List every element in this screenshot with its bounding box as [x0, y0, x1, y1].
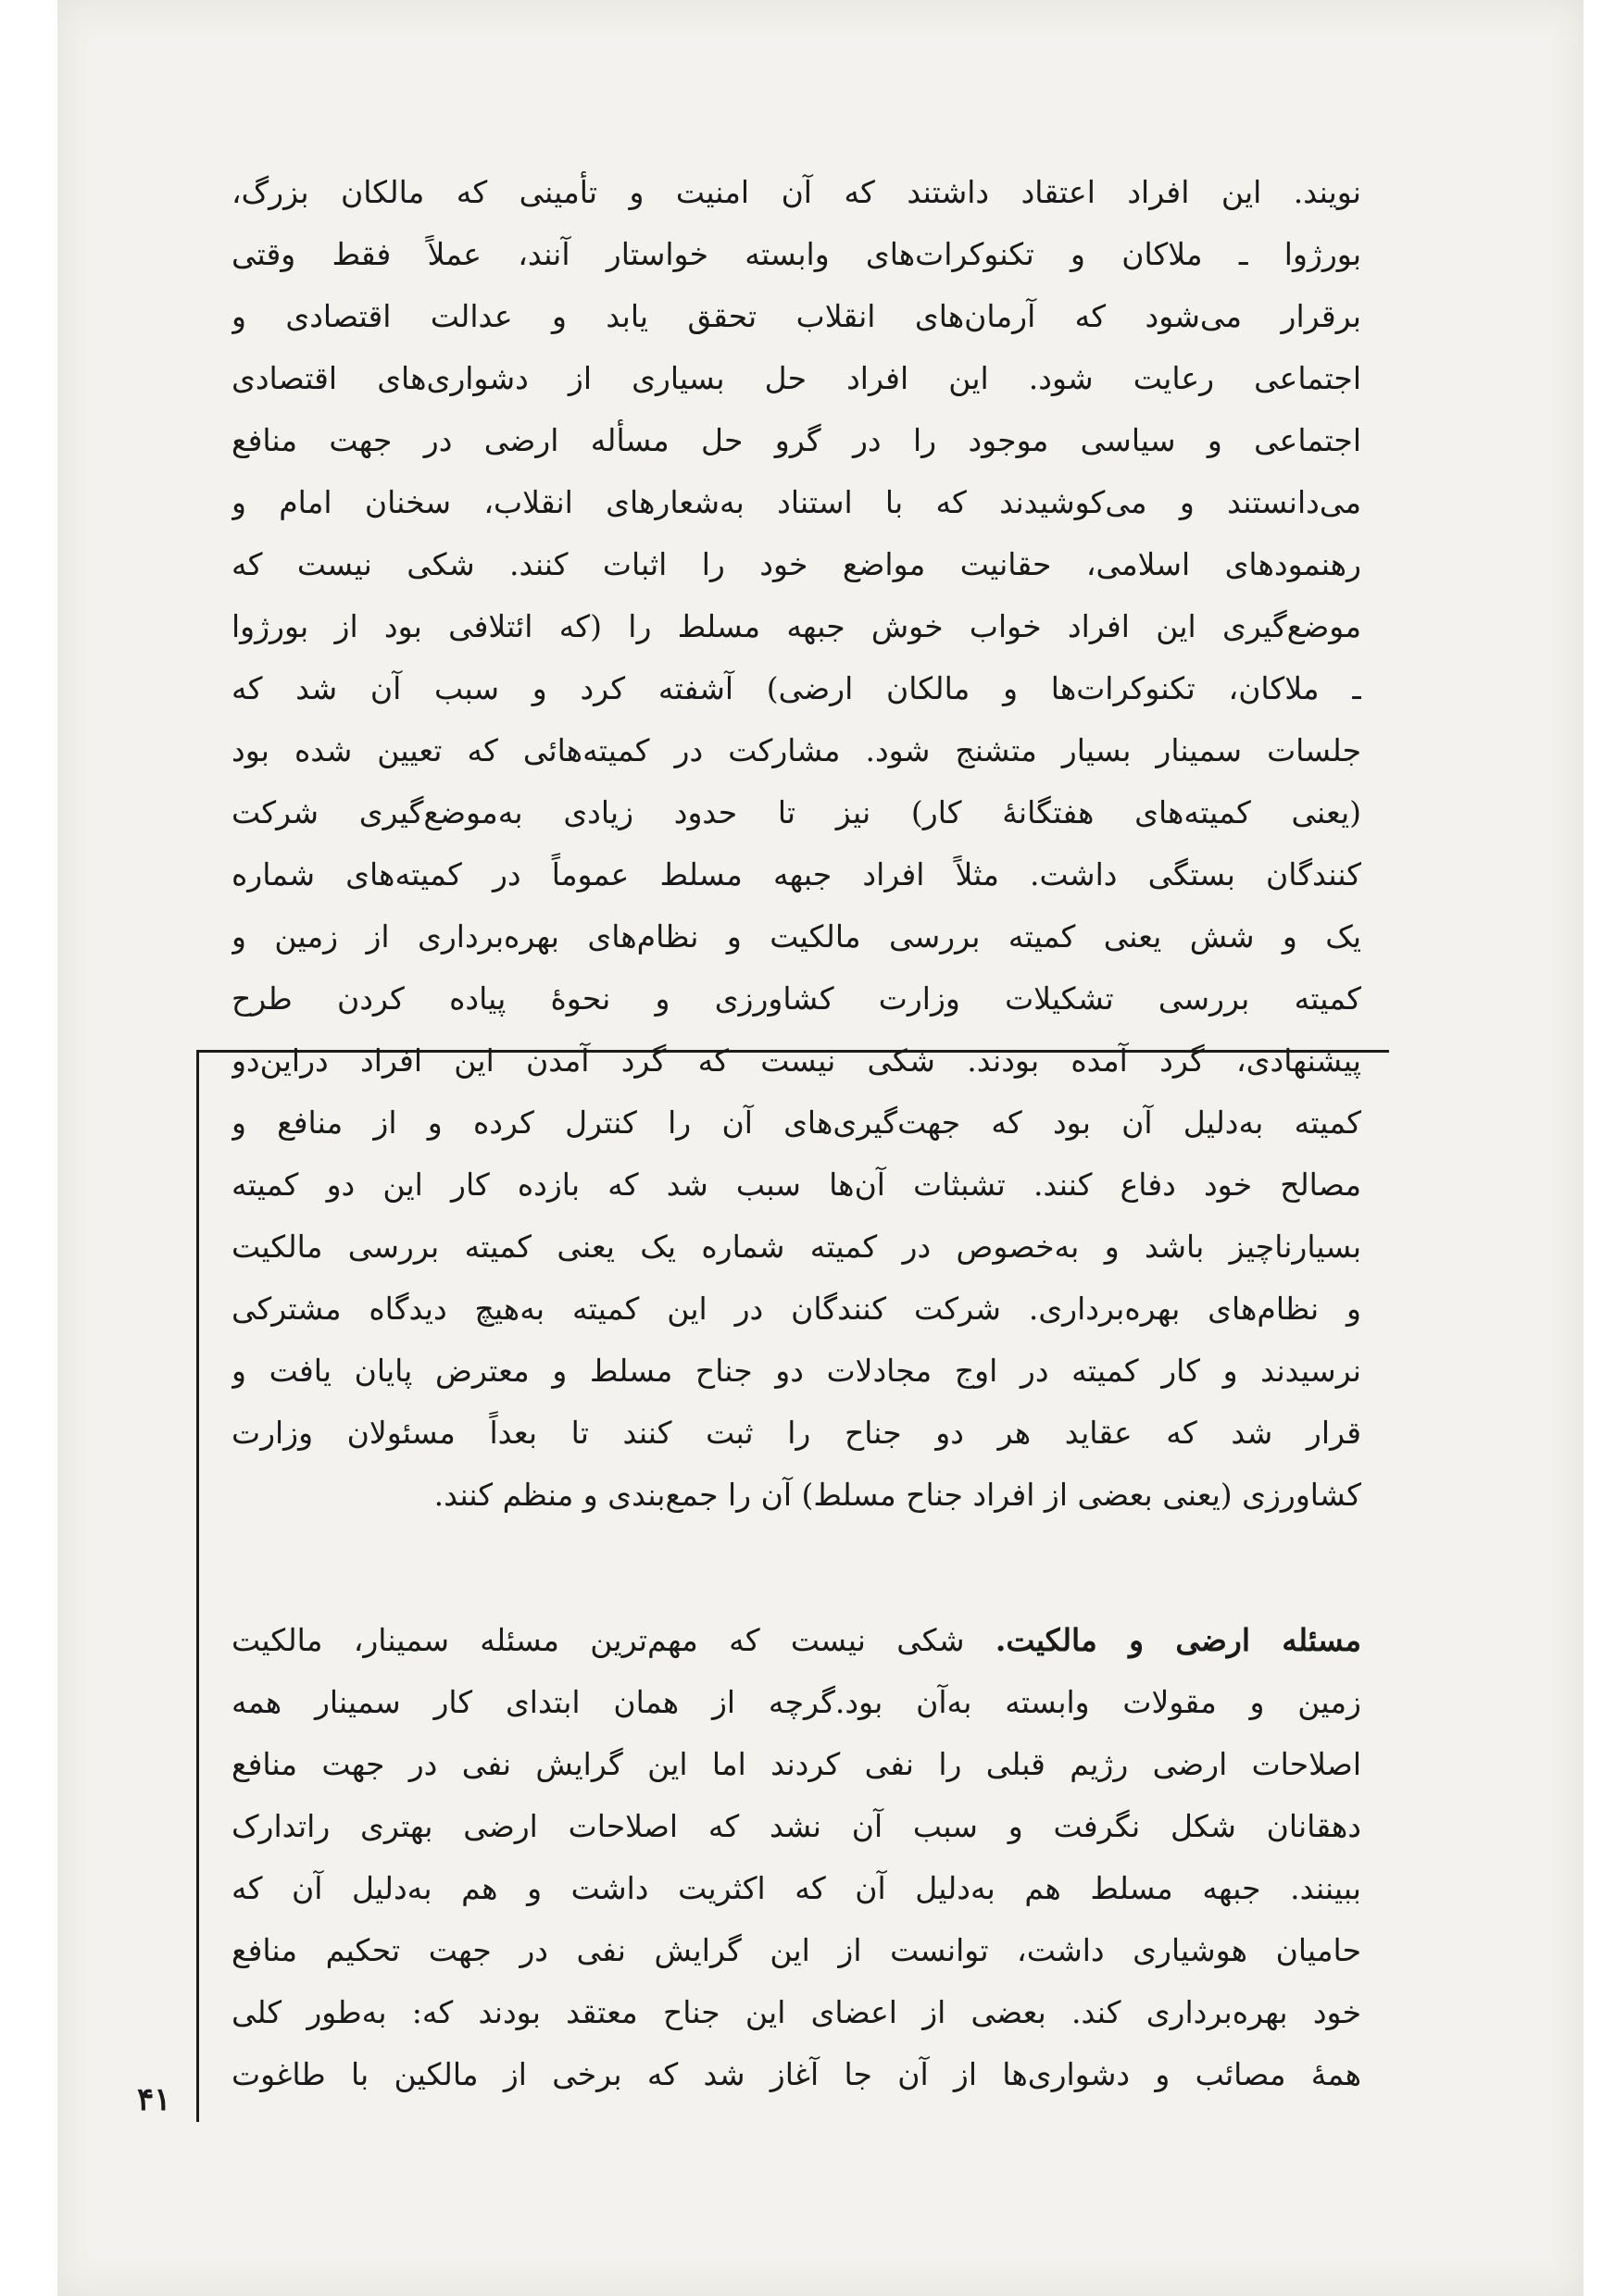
text-line: کشاورزی (یعنی بعضی از افراد جناح مسلط) آن را جمع‌بندی و منظم کنند. — [433, 1477, 1361, 1513]
text-line: بسیارناچیز باشد و به‌خصوص در کمیته شماره یک یعنی کمیته بررسی مالکیت — [232, 1229, 1361, 1265]
text-line: همهٔ مصائب و دشواری‌ها از آن جا آغاز شد که برخی از مالکین با طاغوت — [232, 2056, 1361, 2092]
text-line: کمیته به‌دلیل آن بود که جهت‌گیری‌های آن را کنترل کرده و از منافع و — [232, 1104, 1361, 1141]
page-number: ۴۱ — [137, 2081, 171, 2118]
text-line: نویند. این افراد اعتقاد داشتند که آن امنیت و تأمینی که مالکان بزرگ، — [232, 174, 1361, 210]
text-line: کمیته بررسی تشکیلات وزارت کشاورزی و نحوهٔ پیاده کردن طرح — [232, 980, 1361, 1017]
paragraph-2 — [232, 1609, 1361, 2105]
text-line: بورژوا ـ ملاکان و تکنوکرات‌های وابسته خواستار آنند، عملاً فقط وقتی — [232, 236, 1361, 272]
text-line: اصلاحات ارضی رژیم قبلی را نفی کردند اما این گرایش نفی در جهت منافع — [232, 1746, 1361, 1782]
text-line: جلسات سمینار بسیار متشنج شود. مشارکت در کمیته‌هائی که تعیین شده بود — [232, 732, 1361, 768]
text-line: دهقانان شکل نگرفت و سبب آن نشد که اصلاحات ارضی بهتری راتدارک — [232, 1808, 1361, 1844]
text-line: اجتماعی رعایت شود. این افراد حل بسیاری از دشواری‌های اقتصادی — [232, 360, 1361, 396]
text-line: زمین و مقولات وابسته به‌آن بود.گرچه از همان ابتدای کار سمینار همه — [232, 1684, 1361, 1720]
text-line-with-heading — [232, 1609, 1361, 1671]
text-line: پیشنهادی، گرد آمده بودند. شکی نیست که گرد آمدن این افراد دراین‌دو — [232, 1042, 1361, 1079]
text-line: (یعنی کمیته‌های هفتگانهٔ کار) نیز تا حدود زیادی به‌موضع‌گیری شرکت — [232, 794, 1361, 830]
text-line: و نظام‌های بهره‌برداری. شرکت کنندگان در این کمیته به‌هیچ دیدگاه مشترکی — [232, 1291, 1361, 1327]
section-heading: مسئله ارضی و مالکیت. — [995, 1622, 1361, 1658]
text-line: شکی نیست که مهم‌ترین مسئله سمینار، مالکیت — [232, 1622, 965, 1658]
text-line: ـ ملاکان، تکنوکرات‌ها و مالکان ارضی) آشفته کرد و سبب آن شد که — [232, 670, 1361, 706]
text-line: مصالح خود دفاع کنند. تشبثات آن‌ها سبب شد که بازده کار این دو کمیته — [232, 1167, 1361, 1203]
text-line: اجتماعی و سیاسی موجود را در گرو حل مسأله ارضی در جهت منافع — [232, 422, 1361, 458]
text-line: رهنمودهای اسلامی، حقانیت مواضع خود را اثبات کنند. شکی نیست که — [232, 546, 1361, 582]
text-line: قرار شد که عقاید هر دو جناح را ثبت کنند تا بعداً مسئولان وزارت — [232, 1415, 1361, 1451]
text-line: ببینند. جبهه مسلط هم به‌دلیل آن که اکثریت داشت و هم به‌دلیل آن که — [232, 1870, 1361, 1906]
paragraph-1 — [232, 161, 1361, 1526]
text-line: کنندگان بستگی داشت. مثلاً افراد جبهه مسلط عموماً در کمیته‌های شماره — [232, 856, 1361, 892]
text-line: نرسیدند و کار کمیته در اوج مجادلات دو جناح مسلط و معترض پایان یافت و — [232, 1353, 1361, 1389]
frame-left-rule — [196, 1050, 199, 2122]
text-line: حامیان هوشیاری داشت، توانست از این گرایش نفی در جهت تحکیم منافع — [232, 1932, 1361, 1968]
text-line: خود بهره‌برداری کند. بعضی از اعضای این جناح معتقد بودند که: به‌طور کلی — [232, 1994, 1361, 2030]
text-line: برقرار می‌شود که آرمان‌های انقلاب تحقق یابد و عدالت اقتصادی و — [232, 298, 1361, 334]
text-line: موضع‌گیری این افراد خواب خوش جبهه مسلط را (که ائتلافی بود از بورژوا — [232, 608, 1361, 644]
text-line: می‌دانستند و می‌کوشیدند که با استناد به‌شعارهای انقلاب، سخنان امام و — [232, 484, 1361, 520]
text-line: یک و شش یعنی کمیته بررسی مالکیت و نظام‌های بهره‌برداری از زمین و — [232, 918, 1361, 955]
